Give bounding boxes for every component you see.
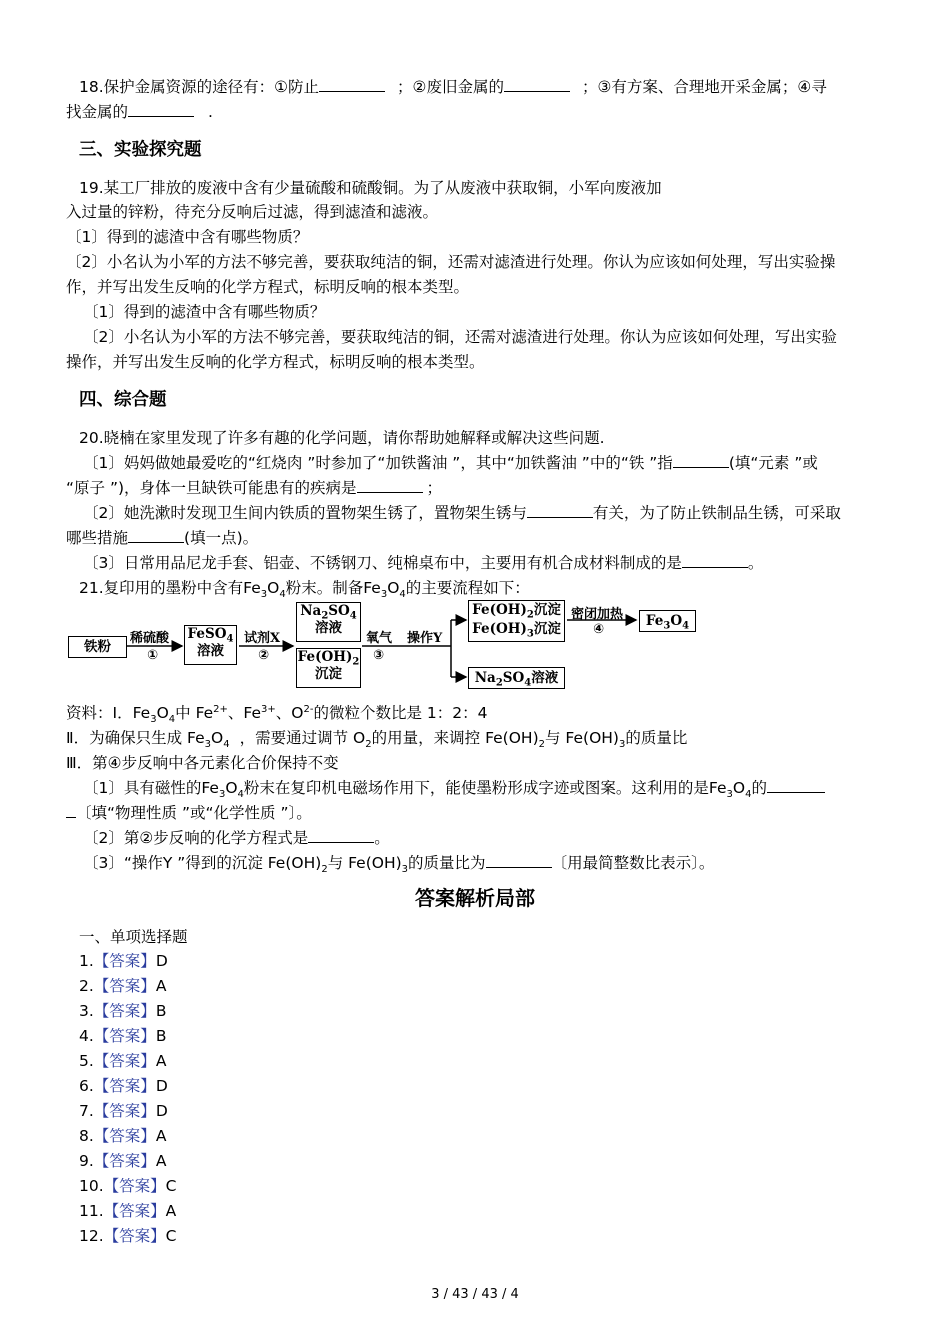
answer-tag: 【答案】: [93, 1102, 156, 1120]
answer-value: B: [155, 1002, 167, 1020]
answer-tag: 【答案】: [93, 1002, 156, 1020]
q19-line6: 〔1〕得到的滤渣中含有哪些物质？: [83, 303, 326, 321]
answer-item: [79, 1000, 166, 1022]
section-4-title: 四、综合题: [79, 390, 167, 410]
answer-number: 11.: [79, 1202, 104, 1220]
answer-item: [79, 1075, 168, 1097]
answer-value: A: [165, 1202, 177, 1220]
answer-item: [79, 950, 168, 972]
q21-blank-3[interactable]: [486, 852, 552, 868]
q19-line3: 〔1〕得到的滤渣中含有哪些物质？: [66, 228, 309, 246]
q19-line4: 〔2〕小名认为小军的方法不够完善，要获取纯洁的铜，还需对滤渣进行处理。你认为应该如何处理，写出实验操: [66, 253, 836, 271]
answer-tag: 【答案】: [103, 1202, 166, 1220]
answer-tag: 【答案】: [93, 1027, 156, 1045]
q21-p3: 〔3〕“操作Y ”得到的沉淀 $Fe(OH)_2$与 $Fe(OH)_3$的质量比为 〔用最简整数比表示〕。: [83, 854, 715, 876]
answer-tag: 【答案】: [93, 1077, 156, 1095]
answer-number: 6.: [79, 1077, 94, 1095]
q19-line2: 入过量的锌粉，待充分反响后过滤，得到滤渣和滤液。: [66, 203, 439, 221]
q20-p1-line1: 〔1〕妈妈做她最爱吃的“红烧肉 ”时参加了“加铁酱油 ”，其中“加铁酱油 ”中的“铁 ”指 (填“元素 ”或: [83, 454, 818, 472]
step-1: ①: [147, 648, 159, 663]
answer-tag: 【答案】: [93, 1152, 156, 1170]
q21-blank-1[interactable]: [767, 777, 825, 793]
answer-number: 1.: [79, 952, 94, 970]
q20-p2-line1: 〔2〕她洗漱时发现卫生间内铁质的置物架生锈了，置物架生锈与 有关，为了防止铁制品生锈，可采取: [83, 504, 841, 522]
answer-item: [79, 1125, 166, 1147]
answers-title: 答案解析局部: [415, 886, 535, 910]
q21-p2: 〔2〕第②步反响的化学方程式是 。: [83, 829, 390, 847]
q20-p1-line2: “原子 ”)，身体一旦缺铁可能患有的疾病是 ；: [66, 479, 443, 497]
step-2: ②: [258, 648, 270, 663]
answer-tag: 【答案】: [103, 1177, 166, 1195]
q19-line1: 19.某工厂排放的废液中含有少量硫酸和硫酸铜。为了从废液中获取铜，小军向废液加: [79, 179, 662, 197]
q19-line8: 操作，并写出发生反响的化学方程式，标明反响的根本类型。: [66, 353, 485, 371]
answer-tag: 【答案】: [93, 1052, 156, 1070]
answer-value: D: [155, 1102, 168, 1120]
q19-line7: 〔2〕小名认为小军的方法不够完善，要获取纯洁的铜，还需对滤渣进行处理。你认为应该如何处理，写出实验: [83, 328, 837, 346]
q19-line5: 作，并写出发生反响的化学方程式，标明反响的根本类型。: [66, 278, 470, 296]
answer-value: A: [155, 1127, 167, 1145]
answer-value: A: [155, 1152, 167, 1170]
q20-line1: 20.晓楠在家里发现了许多有趣的化学问题，请你帮助她解释或解决这些问题.: [79, 429, 605, 447]
box-fe3o4: $Fe_3O_4$: [639, 610, 696, 632]
q21-p1-line1: 〔1〕具有磁性的$Fe_3O_4$粉末在复印机电磁场作用下，能使墨粉形成字迹或图案。这利用的是$Fe_3O_4$的: [83, 777, 825, 799]
answer-value: D: [155, 952, 168, 970]
q21-info-1: 资料：Ⅰ．$Fe_3O_4$中 $Fe^{2+}$、$Fe^{3+}$、$O^{2-}$的微粒个数比是 1：2：4: [66, 703, 488, 726]
answer-tag: 【答案】: [93, 952, 156, 970]
answer-item: [79, 1225, 177, 1247]
answer-item: [79, 1025, 166, 1047]
answer-value: C: [165, 1177, 177, 1195]
q20-p2-line2: 哪些措施 (填一点)。: [66, 529, 259, 547]
answer-item: [79, 1175, 177, 1197]
label-dilute-acid: 稀硫酸: [130, 631, 170, 646]
step-4: ④: [593, 622, 605, 637]
answer-value: D: [155, 1077, 168, 1095]
q21-p1-line2: 〔填“物理性质 ”或“化学性质 ”〕。: [66, 802, 312, 824]
answer-number: 9.: [79, 1152, 94, 1170]
q21-info-3: Ⅲ．第④步反响中各元素化合价保持不变: [66, 754, 339, 772]
answer-number: 8.: [79, 1127, 94, 1145]
answer-value: C: [165, 1227, 177, 1245]
page-footer: 3 / 43 / 43 / 4: [431, 1287, 519, 1302]
answer-value: B: [155, 1027, 167, 1045]
answer-number: 2.: [79, 977, 94, 995]
label-reagent-x: 试剂X: [244, 631, 281, 646]
box-na2so4-solution: $Na_2SO_4$ 溶液: [296, 602, 361, 642]
answer-item: [79, 975, 166, 997]
q18-line1: 18.保护金属资源的途径有：①防止 ；②废旧金属的 ；③有方案、合理地开采金属；④寻: [79, 78, 827, 96]
label-operation-y: 操作Y: [407, 631, 443, 646]
answer-item: [79, 1100, 168, 1122]
section-3-title: 三、实验探究题: [79, 140, 202, 160]
answer-item: [79, 1050, 166, 1072]
box-na2so4-solution-out: $Na_2SO_4$溶液: [468, 667, 565, 689]
answer-tag: 【答案】: [93, 1127, 156, 1145]
q18-line2: 找金属的 .: [66, 103, 213, 121]
answer-value: A: [155, 1052, 167, 1070]
label-oxygen: 氧气: [366, 631, 393, 646]
q21-intro: 21.复印用的墨粉中含有$Fe_3O_4$粉末。制备$Fe_3O_4$的主要流程如下：: [79, 579, 530, 601]
q21-blank-2[interactable]: [308, 827, 374, 843]
answer-tag: 【答案】: [103, 1227, 166, 1245]
q20-p3-line1: 〔3〕日常用品尼龙手套、铝壶、不锈钢刀、纯棉桌布中，主要用有机合成材料制成的是 。: [83, 554, 764, 572]
answer-number: 12.: [79, 1227, 104, 1245]
q21-info-2: Ⅱ．为确保只生成 $Fe_3O_4$ ，需要通过调节 $O_2$的用量，来调控 $Fe(OH)_2$与 $Fe(OH)_3$的质量比: [66, 729, 688, 751]
answer-item: [79, 1150, 166, 1172]
answer-number: 5.: [79, 1052, 94, 1070]
label-sealed-heating: 密闭加热: [571, 607, 624, 622]
box-iron-powder: 铁粉: [68, 636, 127, 658]
answers-section: 一、单项选择题: [79, 928, 188, 946]
answer-number: 4.: [79, 1027, 94, 1045]
answer-number: 10.: [79, 1177, 104, 1195]
box-hydroxide-precipitates: $Fe(OH)_2$沉淀 $Fe(OH)_3$沉淀: [468, 600, 565, 642]
answer-item: [79, 1200, 176, 1222]
step-3: ③: [373, 648, 385, 663]
answer-tag: 【答案】: [93, 977, 156, 995]
box-feoh2-precipitate: $Fe(OH)_2$ 沉淀: [296, 648, 361, 688]
answer-number: 3.: [79, 1002, 94, 1020]
q21-blank-1-cont[interactable]: [66, 802, 76, 818]
answer-number: 7.: [79, 1102, 94, 1120]
box-feso4-solution: FeSO$_4$ 溶液: [184, 625, 237, 665]
answer-value: A: [155, 977, 167, 995]
